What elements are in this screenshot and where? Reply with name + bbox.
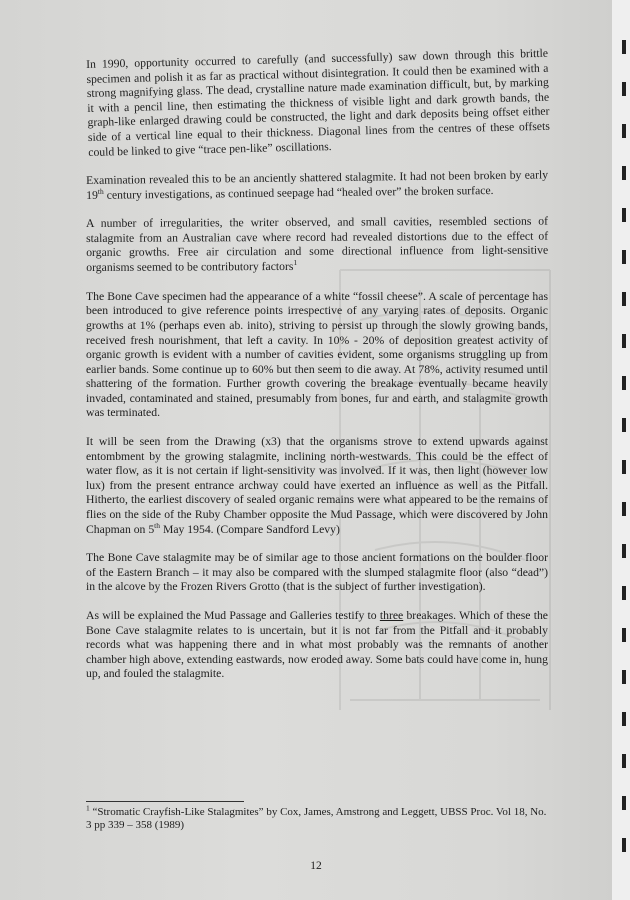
binding-hole (622, 40, 626, 54)
binding-hole (622, 376, 626, 390)
paragraph-6: The Bone Cave stalagmite may be of similar age to those ancient formations on the boulder floor of the Eastern Branch – it may also be compared with the slumped stalagmite floor (also “dead”) in the alcove by the Frozen Rivers Grotto (that is the subject of further investigation). (86, 551, 548, 594)
binding-hole (622, 166, 626, 180)
paragraph-1: In 1990, opportunity occurred to carefully (and successfully) saw down through this brittle specimen and polish it as far as practical without disintegration. It could then be examined with a strong magnifying glass. The dead, crystalline nature made examination difficult, but, by marking it with a pencil line, then estimating the thickness of visible light and dark growth bands, the graph-like enlarged drawing could be constructed, the light and dark deposits being offset either side of a vertical line equal to their thickness. Diagonal lines from the centres of these offsets could be linked to give “trace pen-like” oscillations. (86, 46, 550, 159)
binding-hole (622, 460, 626, 474)
footnote (86, 803, 548, 832)
binding-hole (622, 838, 626, 852)
binding-hole (622, 712, 626, 726)
superscript-th: th (154, 520, 161, 530)
binding-hole (622, 250, 626, 264)
footnote-ref: 1 (293, 258, 298, 268)
show-through-caption (150, 715, 470, 727)
paragraph-5: It will be seen from the Drawing (x3) that the organisms strove to extend upwards against entombment by the growing stalagmite, inclining north-westwards. This could be the effect of water flow, as it is not certain if light-sensitivity was involved. If it was, then light (however low lux) from the present entrance archway could have exerted an influence as well as the Pitfall. Hitherto, the earliest discovery of sealed organic remains were what appeared to be the remains of flies on the side of the Ruby Chamber opposite the Mud Passage, which were discovered by John Chapman on 5th May 1954. (Compare Sandford Levy) (86, 435, 548, 536)
footnote-marker: 1 (86, 803, 90, 813)
binding-hole (622, 586, 626, 600)
footnote-rule (86, 801, 244, 802)
binding-hole (622, 82, 626, 96)
paragraph-4: The Bone Cave specimen had the appearance of a white “fossil cheese”. A scale of percentage has been introduced to give reference points irrespective of any varying rates of deposits. Organic growths at 1% (perhaps even ab. inito), striving to persist up through the slowly growing bands, received fresh nourishment, that left a cavity. In 10% - 20% of deposition greatest activity of organic growth is evident with a number of cavities evident, some organisms struggling up from earlier bands. Some continue up to 60% but then seem to die away. At 78%, activity resumed until shattering of the formation. Further growth covering the breakage eventually became heavily invaded, contaminated and stained, presumably from bones, fur and earth, and stalagmite growth was terminated. (86, 289, 548, 420)
paragraph-2: Examination revealed this to be an anciently shattered stalagmite. It had not been broken by early 19th century investigations, as continued seepage had “healed over” the broken surface. (86, 168, 549, 202)
binding-hole (622, 334, 626, 348)
binding-hole (622, 208, 626, 222)
binding-hole (622, 292, 626, 306)
binding-hole (622, 124, 626, 138)
page-number: 12 (310, 860, 322, 872)
binding-hole (622, 670, 626, 684)
comb-binding (612, 0, 630, 900)
binding-hole (622, 628, 626, 642)
paragraph-3: A number of irregularities, the writer observed, and small cavities, resembled sections of stalagmite from an Australian cave where record had revealed distortions due to the effect of organic growths. Free air circulation and some directional influence from light-sensitive organisms seemed to be contributory factors$^1$ (86, 214, 549, 275)
binding-hole (622, 796, 626, 810)
underlined-word: three (379, 609, 404, 622)
binding-hole (622, 418, 626, 432)
body-text (86, 46, 550, 696)
paragraph-7: As will be explained the Mud Passage and Galleries testify to three breakages. Which of these the Bone Cave stalagmite relates to is uncertain, but it is not far from the Pitfall and it probably records what was happening there and in what most probably was the remnants of another chamber high above, extending eastwards, now eroded away. Some bats could have come in, hung up, and fouled the stalagmite. (86, 609, 548, 681)
binding-hole (622, 502, 626, 516)
binding-hole (622, 544, 626, 558)
footnote-text: “Stromatic Crayfish-Like Stalagmites” by Cox, James, Amstrong and Leggett, UBSS Proc. Vol 18, No. 3 pp 339 – 358 (1989) (86, 806, 547, 831)
binding-hole (622, 754, 626, 768)
superscript-th: th (97, 186, 104, 196)
